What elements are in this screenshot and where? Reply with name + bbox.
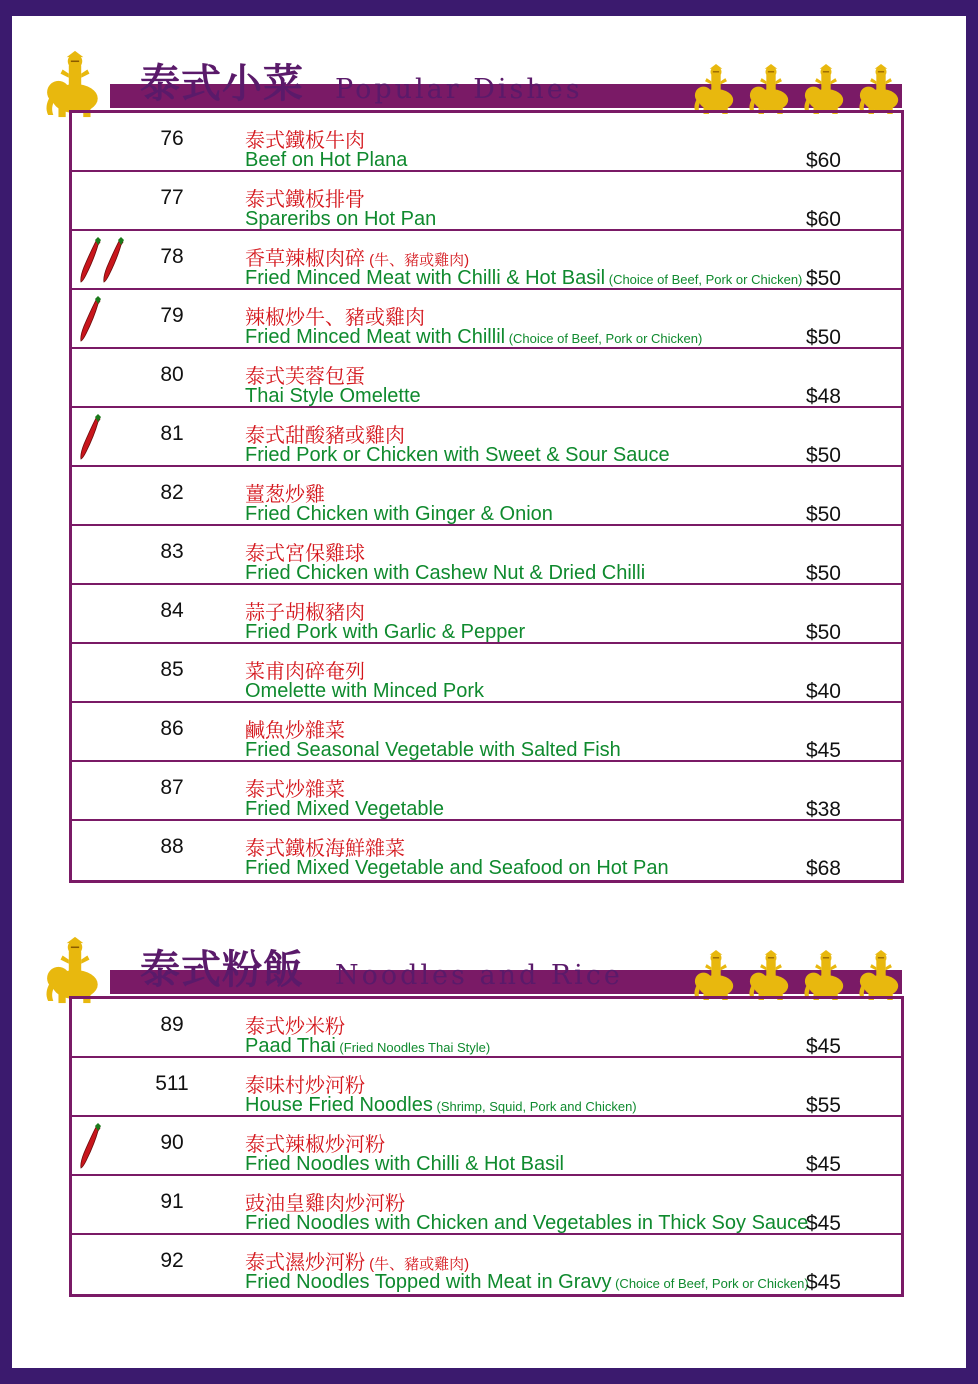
item-note-en: (Fried Noodles Thai Style): [335, 1040, 491, 1055]
spicy-indicator: [80, 414, 103, 465]
item-name-en-text: Thai Style Omelette: [245, 385, 421, 407]
item-price: $50: [805, 326, 841, 349]
item-number: 511: [155, 1072, 189, 1095]
item-name-en-text: Omelette with Minced Pork: [245, 680, 484, 702]
section-title-en: Noodles and Rice: [335, 960, 623, 991]
menu-item-row: [72, 644, 901, 703]
chili-icon: [80, 414, 102, 465]
item-name-en-text: Fried Mixed Vegetable: [245, 798, 445, 820]
item-note-en: (Choice of Beef, Pork or Chicken): [505, 331, 703, 346]
spicy-indicator: [80, 1123, 103, 1174]
item-name-zh-text: 香草辣椒肉碎: [245, 248, 365, 270]
item-price: $40: [805, 680, 841, 703]
item-name-en: [245, 1153, 564, 1176]
item-price: $50: [805, 444, 841, 467]
item-name-en-text: Fried Noodles with Chicken and Vegetables in Thick Soy Sauce: [245, 1212, 809, 1234]
item-name-en: [245, 326, 702, 349]
item-note-zh: (牛、豬或雞肉): [365, 1256, 470, 1273]
item-name-en: [245, 739, 621, 762]
item-price: $45: [805, 1212, 841, 1235]
item-name-en: [245, 680, 484, 703]
item-name-en: [245, 503, 553, 526]
item-number: 76: [160, 127, 184, 150]
menu-item-row: [72, 703, 901, 762]
item-name-zh-text: 薑葱炒雞: [245, 484, 325, 506]
item-name-en-text: House Fried Noodles: [245, 1094, 433, 1116]
section-popular-dishes: [40, 50, 910, 883]
item-name-zh-text: 泰式芙蓉包蛋: [245, 366, 365, 388]
item-price: $38: [805, 798, 841, 821]
item-price: $45: [805, 1271, 841, 1294]
item-name-en-text: Fried Seasonal Vegetable with Salted Fish: [245, 739, 621, 761]
menu-item-row: [72, 526, 901, 585]
item-name-en-text: Spareribs on Hot Pan: [245, 208, 437, 230]
item-name-en-text: Fried Mixed Vegetable and Seafood on Hot Pan: [245, 857, 669, 879]
item-number: 92: [160, 1249, 184, 1272]
chili-icon: [80, 296, 102, 347]
menu-item-row: [72, 762, 901, 821]
menu-table: [69, 110, 904, 883]
item-name-en: [245, 385, 421, 408]
item-name-en: [245, 857, 669, 880]
menu-item-row: [72, 290, 901, 349]
item-name-zh-text: 泰式宮保雞球: [245, 543, 365, 565]
item-price: $45: [805, 1035, 841, 1058]
section-title-zh: 泰式粉飯: [140, 946, 304, 993]
item-number: 82: [160, 481, 184, 504]
item-price: $48: [805, 385, 841, 408]
item-name-zh-text: 泰味村炒河粉: [245, 1075, 365, 1097]
item-name-en-text: Fried Minced Meat with Chilli & Hot Basil: [245, 267, 606, 289]
item-name-en-text: Fried Chicken with Cashew Nut & Dried Chilli: [245, 562, 646, 584]
item-name-en-text: Fried Noodles with Chilli & Hot Basil: [245, 1153, 565, 1175]
menu-item-row: [72, 999, 901, 1058]
item-name-en-text: Fried Pork or Chicken with Sweet & Sour Sauce: [245, 444, 670, 466]
item-name-zh-text: 泰式炒雜菜: [245, 779, 345, 801]
menu-item-row: [72, 231, 901, 290]
spicy-indicator: [80, 237, 126, 288]
chili-icon: [80, 237, 102, 288]
item-name-zh-text: 泰式辣椒炒河粉: [245, 1134, 385, 1156]
section-noodles-rice: [40, 936, 910, 1297]
spicy-indicator: [80, 296, 103, 347]
chili-icon: [80, 1123, 102, 1174]
menu-table: [69, 996, 904, 1297]
item-name-zh-text: 泰式炒米粉: [245, 1016, 345, 1038]
item-price: $55: [805, 1094, 841, 1117]
item-name-en: [245, 208, 436, 231]
menu-item-row: [72, 467, 901, 526]
item-price: $45: [805, 1153, 841, 1176]
item-name-zh-text: 泰式鐵板排骨: [245, 189, 365, 211]
item-number: 77: [160, 186, 184, 209]
item-name-zh-text: 蒜子胡椒豬肉: [245, 602, 365, 624]
menu-item-row: [72, 172, 901, 231]
item-number: 80: [160, 363, 184, 386]
item-name-zh-text: 泰式濕炒河粉: [245, 1252, 365, 1274]
item-price: $60: [805, 149, 841, 172]
item-name-zh-text: 泰式鐵板海鮮雜菜: [245, 838, 405, 860]
item-name-en-text: Paad Thai: [245, 1035, 336, 1057]
item-number: 83: [160, 540, 184, 563]
item-price: $68: [805, 857, 841, 880]
item-name-en: [245, 562, 645, 585]
item-name-en: [245, 1035, 490, 1058]
item-number: 79: [160, 304, 184, 327]
item-name-en-text: Fried Pork with Garlic & Pepper: [245, 621, 526, 643]
item-name-en: [245, 1094, 637, 1117]
item-name-en-text: Fried Noodles Topped with Meat in Gravy: [245, 1271, 612, 1293]
item-number: 91: [160, 1190, 184, 1213]
item-name-zh-text: 泰式甜酸豬或雞肉: [245, 425, 405, 447]
item-name-en: [245, 621, 525, 644]
item-name-en: [245, 1271, 809, 1294]
menu-item-row: [72, 1058, 901, 1117]
item-name-en: [245, 1212, 808, 1235]
item-price: $60: [805, 208, 841, 231]
item-name-en-text: Fried Minced Meat with Chillil: [245, 326, 506, 348]
section-header: [40, 936, 910, 996]
section-title-en: Popular Dishes: [335, 74, 583, 105]
item-number: 90: [160, 1131, 184, 1154]
item-number: 85: [160, 658, 184, 681]
item-name-en: [245, 444, 670, 467]
item-name-en-text: Fried Chicken with Ginger & Onion: [245, 503, 553, 525]
menu-item-row: [72, 349, 901, 408]
menu-item-row: [72, 1117, 901, 1176]
item-price: $50: [805, 503, 841, 526]
menu-item-row: [72, 585, 901, 644]
menu-item-row: [72, 1176, 901, 1235]
item-name-en-text: Beef on Hot Plana: [245, 149, 408, 171]
item-name-en: [245, 149, 407, 172]
item-note-en: (Shrimp, Squid, Pork and Chicken): [432, 1099, 637, 1114]
item-number: 78: [160, 245, 184, 268]
item-number: 84: [160, 599, 184, 622]
item-name-zh-text: 豉油皇雞肉炒河粉: [245, 1193, 405, 1215]
item-note-zh: (牛、豬或雞肉): [365, 252, 470, 269]
item-name-en: [245, 267, 802, 290]
menu-item-row: [72, 113, 901, 172]
item-name-zh-text: 鹹魚炒雜菜: [245, 720, 345, 742]
item-price: $50: [805, 562, 841, 585]
item-number: 89: [160, 1013, 184, 1036]
item-number: 81: [160, 422, 184, 445]
item-number: 87: [160, 776, 184, 799]
item-number: 88: [160, 835, 184, 858]
section-header: [40, 50, 910, 110]
menu-item-row: [72, 408, 901, 467]
menu-item-row: [72, 821, 901, 880]
item-price: $45: [805, 739, 841, 762]
item-name-zh-text: 泰式鐵板牛肉: [245, 130, 365, 152]
item-name-zh-text: 辣椒炒牛、豬或雞肉: [245, 307, 425, 329]
item-name-zh-text: 菜甫肉碎奄列: [245, 661, 365, 683]
item-name-en: [245, 798, 444, 821]
section-title-zh: 泰式小菜: [140, 60, 304, 107]
item-price: $50: [805, 621, 841, 644]
chili-icon: [103, 237, 125, 288]
item-note-en: (Choice of Beef, Pork or Chicken): [605, 272, 803, 287]
item-price: $50: [805, 267, 841, 290]
item-number: 86: [160, 717, 184, 740]
menu-item-row: [72, 1235, 901, 1294]
item-note-en: (Choice of Beef, Pork or Chicken): [611, 1276, 809, 1291]
